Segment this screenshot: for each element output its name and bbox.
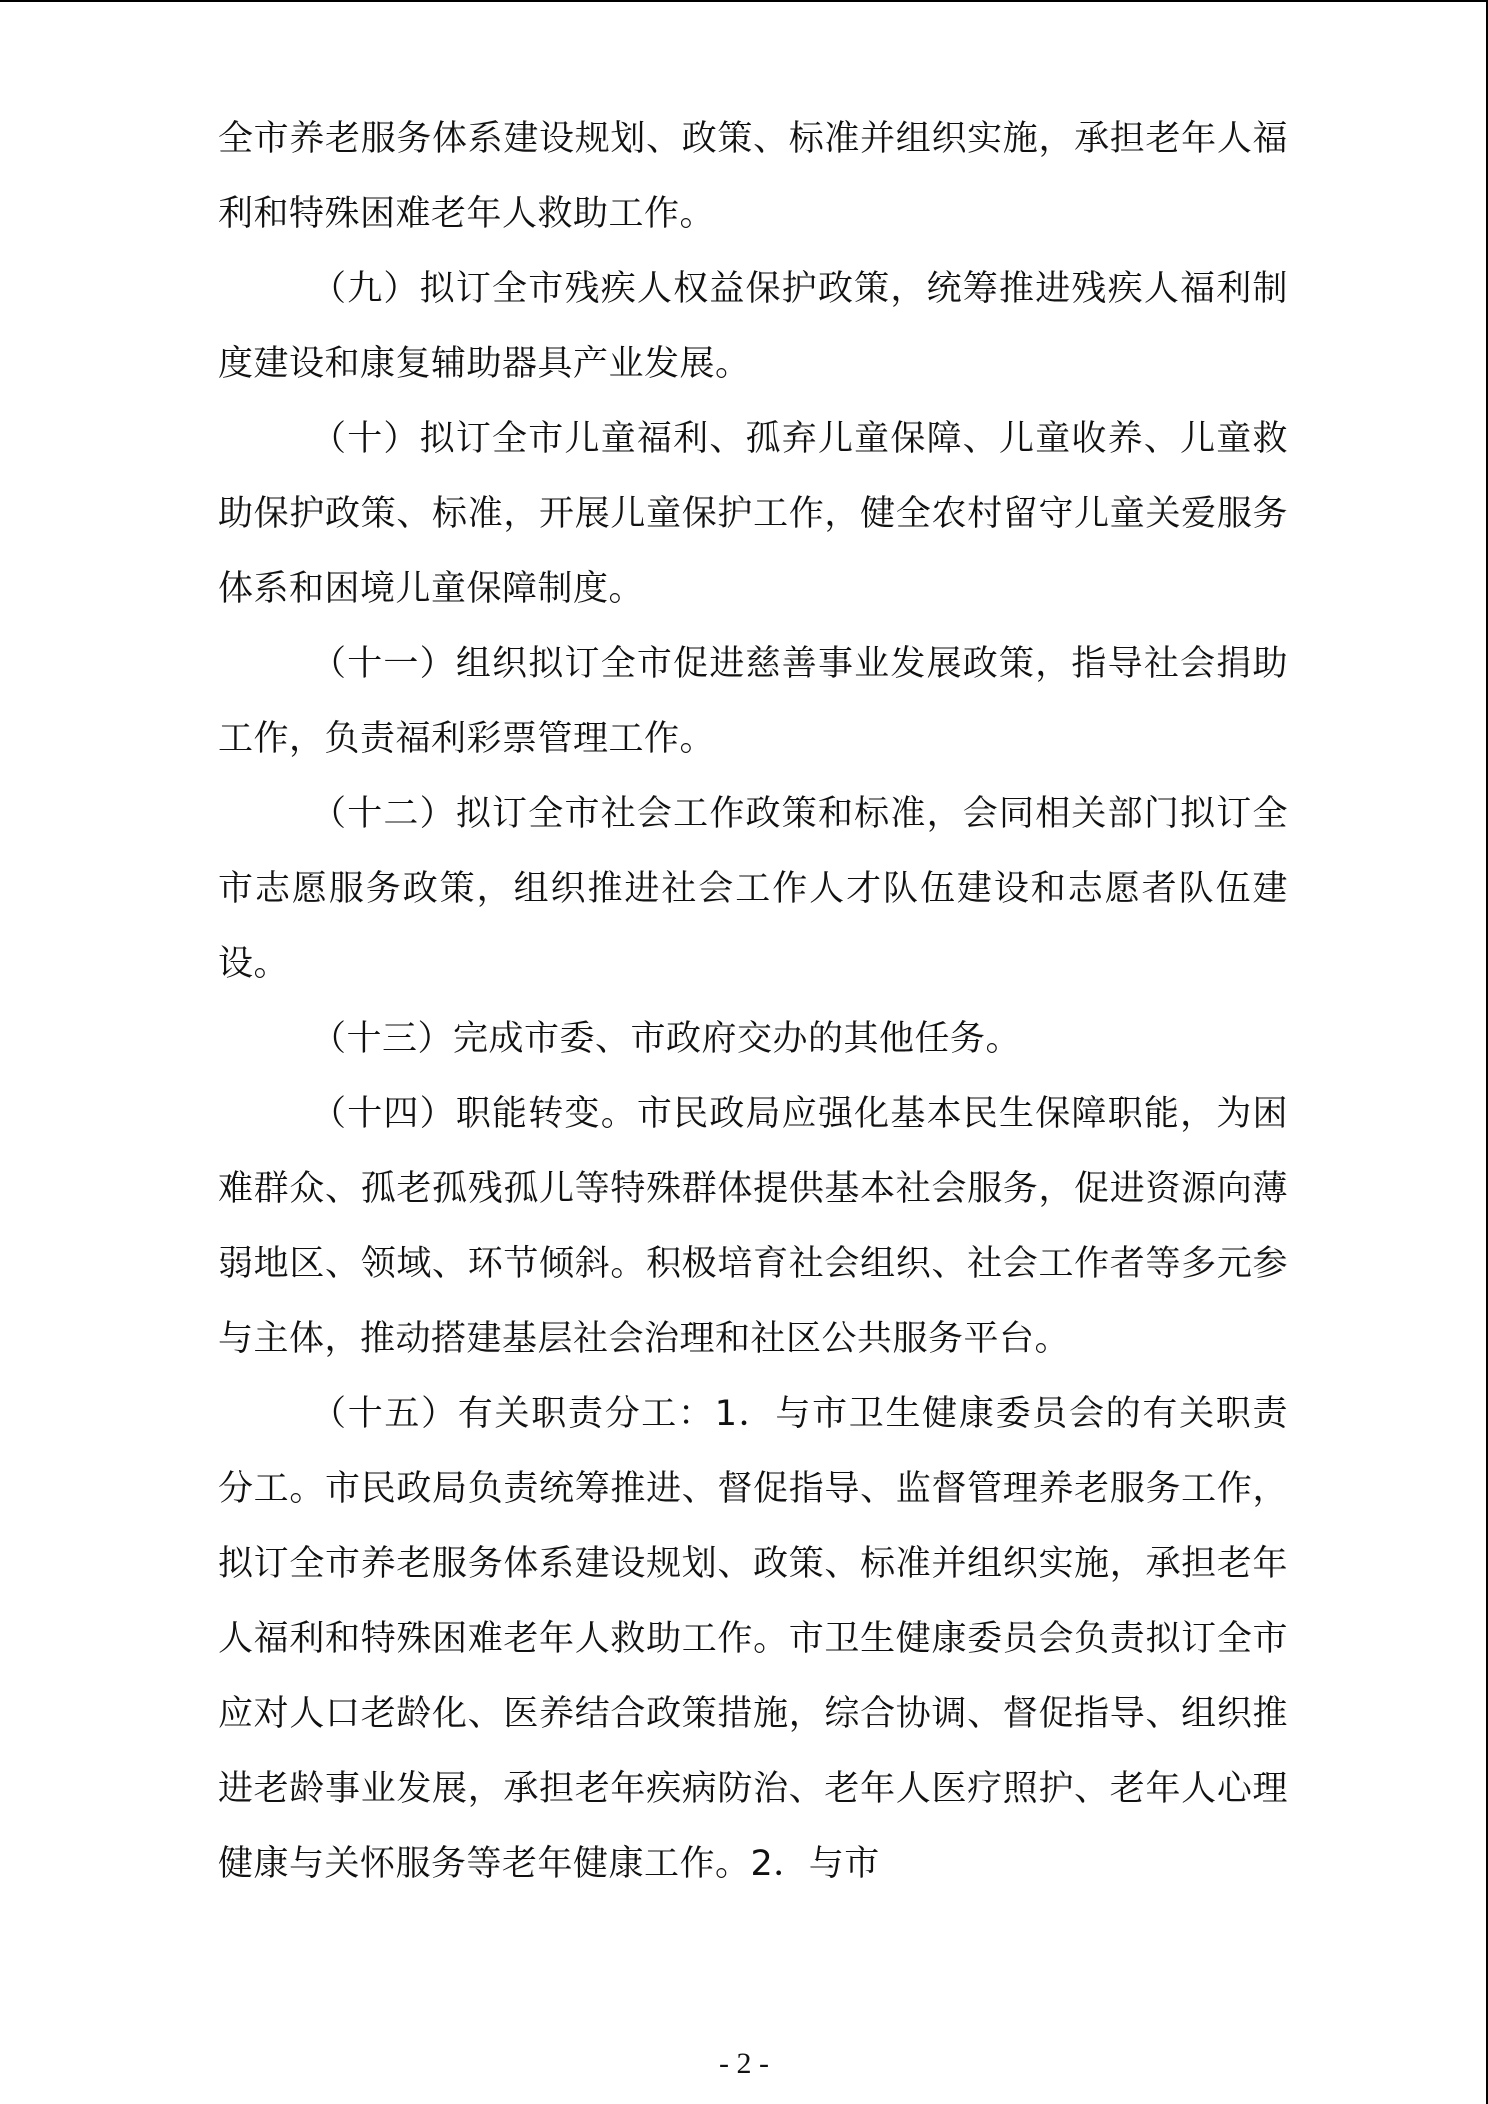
paragraph-item-9: （九）拟订全市残疾人权益保护政策，统筹推进残疾人福利制度建设和康复辅助器具产业发展。	[218, 269, 1288, 384]
paragraph-continued: 全市养老服务体系建设规划、政策、标准并组织实施，承担老年人福利和特殊困难老年人救助工作。	[218, 119, 1288, 234]
paragraph-item-12: （十二）拟订全市社会工作政策和标准，会同相关部门拟订全市志愿服务政策，组织推进社会工作人才队伍建设和志愿者队伍建设。	[218, 794, 1288, 984]
paragraph-item-11: （十一）组织拟订全市促进慈善事业发展政策，指导社会捐助工作，负责福利彩票管理工作。	[218, 644, 1288, 759]
paragraph-item-10: （十）拟订全市儿童福利、孤弃儿童保障、儿童收养、儿童救助保护政策、标准，开展儿童保护工作，健全农村留守儿童关爱服务体系和困境儿童保障制度。	[218, 419, 1288, 609]
paragraph-item-13: （十三）完成市委、市政府交办的其他任务。	[311, 1019, 1022, 1059]
paragraph-item-14: （十四）职能转变。市民政局应强化基本民生保障职能，为困难群众、孤老孤残孤儿等特殊群体提供基本社会服务，促进资源向薄弱地区、领域、环节倾斜。积极培育社会组织、社会工作者等多元参与主体，推动搭建基层社会治理和社区公共服务平台。	[218, 1094, 1288, 1359]
paragraph-item-15: （十五）有关职责分工：1．与市卫生健康委员会的有关职责分工。市民政局负责统筹推进、督促指导、监督管理养老服务工作，拟订全市养老服务体系建设规划、政策、标准并组织实施，承担老年人福利和特殊困难老年人救助工作。市卫生健康委员会负责拟订全市应对人口老龄化、医养结合政策措施，综合协调、督促指导、组织推进老龄事业发展，承担老年疾病防治、老年人医疗照护、老年人心理健康与关怀服务等老年健康工作。2．与市	[218, 1394, 1288, 1884]
page-number: - 2 -	[719, 2047, 769, 2080]
document-body	[218, 102, 1288, 1902]
